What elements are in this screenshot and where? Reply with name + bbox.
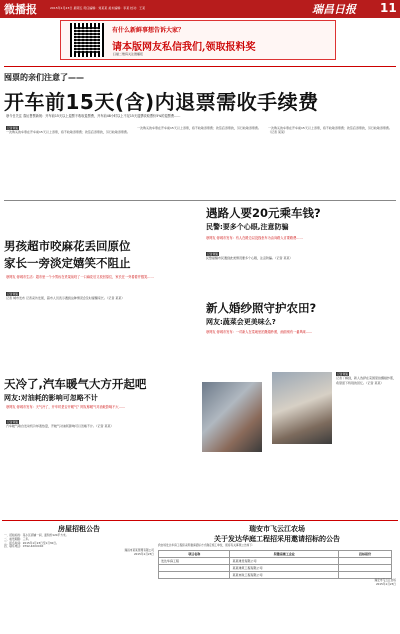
- lead-column-2: [137, 126, 263, 196]
- table-row: [159, 571, 392, 578]
- table-cell: 发达华庭工程: [159, 557, 230, 564]
- tender-footer: 瑞安市飞云江农场: [374, 577, 396, 582]
- tender-date: 2015年1月23日: [375, 581, 396, 586]
- lead-column-text: 一次购买的车票在开车前15天以上退票，将不收取退票费；改签后退票的，另行收取退票费。: [6, 130, 130, 135]
- heating-lead: @网友 @城市发布：天气冷了，开车时是否开暖气？网友称暖气对油耗影响不大……: [6, 405, 125, 409]
- fare-lead: @网友 @城市发布：有人在路边以没钱坐车为由向路人讨要路费……: [206, 236, 303, 240]
- rental-notice: [4, 524, 154, 632]
- wedding-headline: 新人婚纱照守护农田?: [206, 301, 317, 315]
- wedding-subheadline: 网友:蔬菜会更美味么?: [206, 318, 276, 326]
- wedding-lead: @网友 @城市发布：一对新人在菜地里拍摄婚纱照，画面别有一番风味……: [206, 330, 313, 334]
- supermarket-text: 记者 城市发布 记者采访发现，超市人员表示遇到这种情况会及时提醒家长。（记者 某某）: [6, 296, 125, 301]
- lead-column-1: [6, 126, 132, 196]
- tender-intro: 我农场发达华庭工程拟采用邀请招标方式确定施工单位，现将有关事项公告如下：: [158, 543, 255, 547]
- banner-tagline: 有什么新鲜事想告诉大家？: [112, 27, 185, 34]
- table-cell: 某某建筑工程有限公司: [230, 564, 339, 571]
- rental-date: 2015年1月23日: [133, 551, 154, 556]
- rental-item: 二、租赁期限：三年。: [4, 536, 31, 541]
- divider: [4, 200, 396, 201]
- newspaper-logo: 瑞昌日报: [312, 3, 356, 16]
- heating-subheadline: 网友:对油耗的影响可忽略不计: [4, 394, 98, 402]
- heating-text: 汽车暖气取自发动机冷却液热量，开暖气对油耗影响可以忽略不计。（记者 某某）: [6, 424, 114, 429]
- lead-byline: （记者 某某）: [268, 130, 287, 135]
- page-number: 11: [380, 1, 397, 15]
- lead-column-3: [268, 126, 394, 196]
- wedding-photo-1: [202, 382, 262, 452]
- table-cell: 某某建设有限公司: [230, 557, 339, 564]
- rental-title: 房屋招租公告: [58, 525, 100, 533]
- wedding-photo-2: [272, 372, 332, 444]
- supermarket-lead: @网友 @城市生活：超市里一个小男孩在货架前咬了一口麻花后又放回原位，家长在一旁看着并嬉笑……: [6, 275, 154, 279]
- table-cell: 某某市政工程有限公司: [230, 571, 339, 578]
- supermarket-headline-1: 男孩超市咬麻花丢回原位: [4, 239, 131, 253]
- table-header: 拟邀请施工企业: [230, 550, 339, 557]
- lead-column-text: 一次购买的车票在开车前15天以上退票，将不收取退票费；改签后退票的，另行收取退票费。: [268, 126, 392, 130]
- tender-notice: [158, 524, 396, 632]
- lead-kicker: 囤票的亲们注意了——: [4, 73, 84, 82]
- rental-item: 三、报名时间：2015年1月23日至1月30日。: [4, 540, 59, 545]
- tag-badge: 记者调查: [7, 126, 19, 130]
- tender-org: 瑞安市飞云江农场: [249, 525, 305, 533]
- qr-code-icon[interactable]: [70, 23, 104, 57]
- banner-subtext: 扫描二维码关注微播报: [113, 52, 144, 56]
- issue-line: 2015年1月23日 星期五 责任编辑：刘某某 美术编辑：李某 校对：王某: [50, 6, 146, 10]
- lead-column-text: 一次购买的车票在开车前15天以上退票，将不收取退票费；改签后退票的，另行收取退票费。: [137, 126, 261, 130]
- divider: [4, 66, 396, 67]
- tender-title: 关于发达华庭工程招采用邀请招标的公告: [214, 535, 340, 543]
- fare-text: 民警提醒市民遇到此类情况要多个心眼，注意防骗。（记者 某某）: [206, 256, 293, 261]
- tag-badge: 记者调查: [337, 372, 349, 376]
- table-cell: [339, 557, 392, 564]
- table-cell: [159, 564, 230, 571]
- table-header: 项目名称: [159, 550, 230, 557]
- rental-item: 一、招租标的：某小区商铺一间，面积约120平方米。: [4, 533, 69, 537]
- supermarket-headline-2: 家长一旁淡定嬉笑不阻止: [4, 256, 131, 270]
- wedding-body: [336, 372, 396, 482]
- section-title: 微播报: [4, 3, 37, 16]
- tag-badge: 记者调查: [207, 252, 219, 256]
- fare-headline: 遇路人要20元乘车钱?: [206, 206, 321, 220]
- heating-body: [6, 420, 196, 510]
- table-cell: [339, 564, 392, 571]
- lead-summary: @今日关注 春运售票新规：开车前15天以上退票不收取退票费，开车前48小时以上不足15天退票收取票价5%的退票费……: [6, 114, 181, 118]
- heating-headline: 天冷了,汽车暖气大方开起吧: [4, 377, 147, 391]
- table-header: 投标报价: [339, 550, 392, 557]
- wedding-text: 记者了解到，新人选择在菜园里拍摄婚纱照，希望留下特别的回忆。（记者 某某）: [336, 376, 396, 385]
- lead-headline: 开车前15天(含)内退票需收手续费: [4, 90, 319, 114]
- rental-footer: 瑞昌市某某管理有限公司: [124, 548, 154, 553]
- supermarket-body: [6, 292, 196, 352]
- tender-table: [158, 550, 392, 579]
- fare-body: [206, 252, 396, 298]
- tag-badge: 记者调查: [7, 292, 19, 296]
- table-row: [159, 564, 392, 571]
- tag-badge: 记者调查: [7, 420, 19, 424]
- table-cell: [159, 571, 230, 578]
- table-header-row: [159, 550, 392, 557]
- fare-subheadline: 民警:要多个心眼,注意防骗: [206, 223, 289, 231]
- table-row: [159, 557, 392, 564]
- rental-item: 四、联系电话：0792-4XXXXXX: [4, 544, 44, 549]
- banner-headline: 请本版网友私信我们,领取报料奖: [112, 42, 256, 53]
